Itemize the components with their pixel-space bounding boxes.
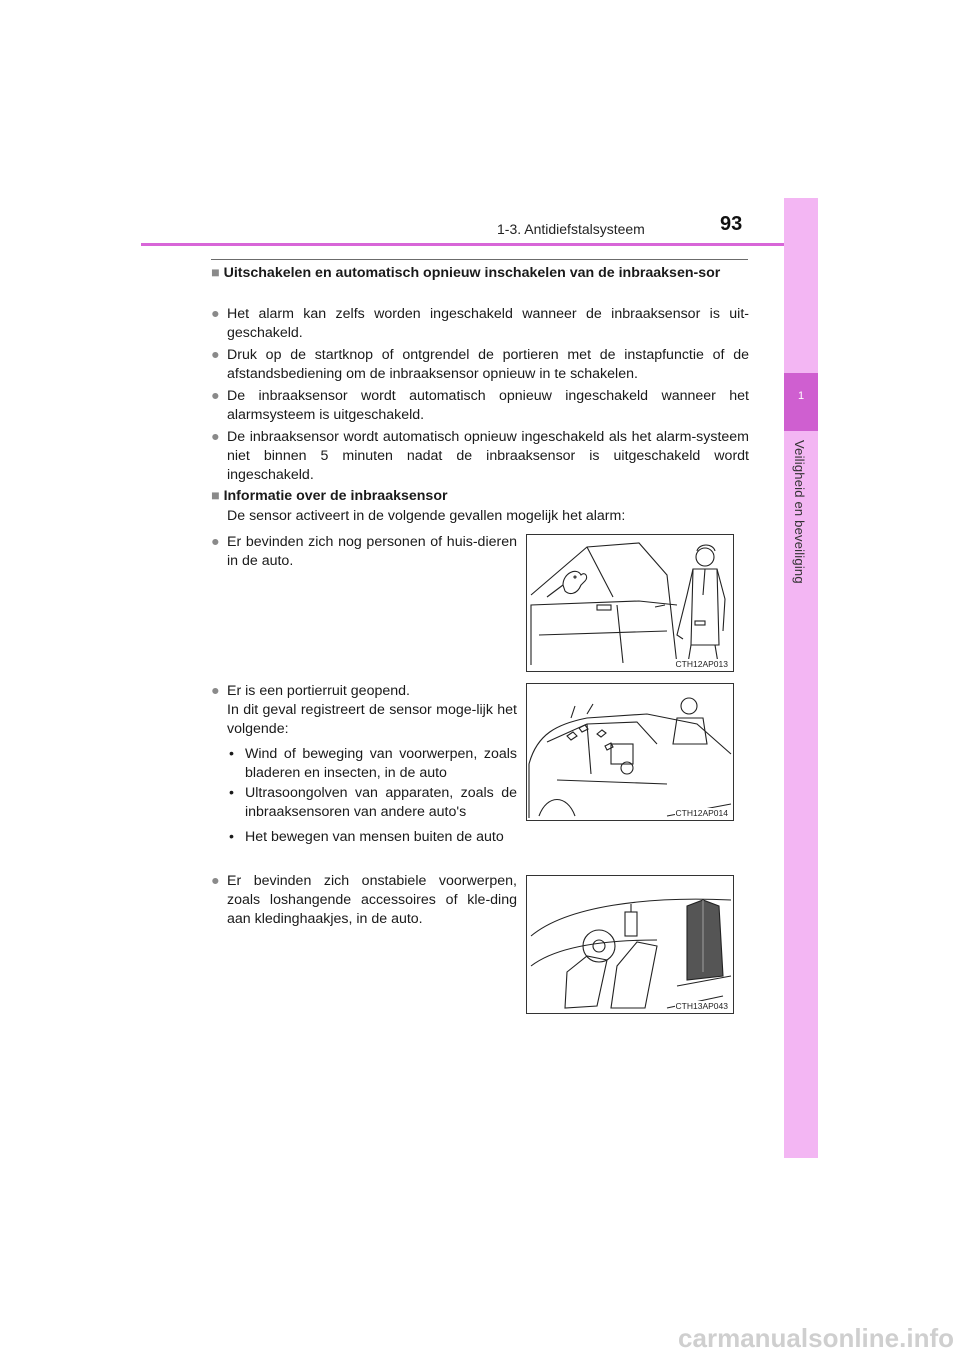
dot-bullet-icon: • — [229, 829, 234, 845]
section-heading: ■ Informatie over de inbraaksensor — [211, 488, 448, 504]
figure-code: CTH12AP014 — [675, 808, 728, 818]
bullet-item: ● Er bevinden zich nog personen of huis-dieren in de auto. — [211, 534, 517, 570]
section-intro: De sensor activeert in de volgende gevallen mogelijk het alarm: — [227, 508, 626, 524]
circle-bullet-icon: ● — [211, 388, 220, 404]
figure-hanging-clothes — [526, 875, 734, 1014]
circle-bullet-icon: ● — [211, 683, 220, 699]
illustration-person-pet — [527, 535, 733, 671]
watermark: carmanualsonline.info — [678, 1323, 954, 1353]
chapter-number: 1 — [797, 390, 805, 402]
circle-bullet-icon: ● — [211, 347, 220, 363]
section-heading: ■ Uitschakelen en automatisch opnieuw inschakelen van de inbraaksen-sor — [211, 265, 721, 281]
bullet-item: ● De inbraaksensor wordt automatisch opnieuw ingeschakeld wanneer het alarmsysteem is uitgeschakeld. — [211, 388, 749, 424]
page-number: 93 — [720, 213, 743, 235]
circle-bullet-icon: ● — [211, 873, 220, 889]
bullet-item: ● Druk op de startknop of ontgrendel de portieren met de instapfunctie of de afstandsbediening om de inbraaksensor opnieuw in te schakelen. — [211, 347, 749, 383]
dot-bullet-icon: • — [229, 746, 234, 762]
circle-bullet-icon: ● — [211, 534, 220, 550]
bullet-detail: In dit geval registreert de sensor moge-lijk het volgende: — [227, 702, 517, 738]
figure-open-window — [526, 683, 734, 821]
chapter-tab-active[interactable] — [784, 373, 818, 431]
bullet-item: ● Er is een portierruit geopend. — [211, 682, 517, 701]
chapter-tab-strip — [784, 198, 818, 1158]
figure-code: CTH12AP013 — [675, 659, 728, 669]
dot-bullet-icon: • — [229, 785, 234, 801]
circle-bullet-icon: ● — [211, 306, 220, 322]
square-bullet-icon: ■ — [211, 488, 220, 504]
illustration-car-interior — [527, 876, 733, 1013]
content-rule — [211, 259, 748, 260]
circle-bullet-icon: ● — [211, 429, 220, 445]
figure-code: CTH13AP043 — [675, 1001, 728, 1011]
bullet-item: ● De inbraaksensor wordt automatisch opnieuw ingeschakeld als het alarm-systeem niet binnen 5 minuten nadat de inbraaksensor is uitgeschakeld wordt ingeschakeld. — [211, 429, 749, 484]
bullet-item: ● Er bevinden zich onstabiele voorwerpen, zoals loshangende accessoires of kle-ding aan kledinghaakjes, in de auto. — [211, 873, 517, 928]
section-title: 1-3. Antidiefstalsysteem — [497, 221, 645, 237]
square-bullet-icon: ■ — [211, 265, 220, 281]
sub-bullet-item: • Wind of beweging van voorwerpen, zoals bladeren en insecten, in de auto — [229, 746, 517, 782]
sub-bullet-item: • Het bewegen van mensen buiten de auto — [227, 828, 517, 847]
figure-person-pet-in-car — [526, 534, 734, 672]
bullet-item: ● Het alarm kan zelfs worden ingeschakeld wanneer de inbraaksensor is uit-geschakeld. — [211, 306, 749, 342]
sub-bullet-item: • Ultrasoongolven van apparaten, zoals de inbraaksensoren van andere auto's — [229, 785, 517, 821]
chapter-title-wrap — [784, 440, 818, 620]
illustration-open-window — [527, 684, 733, 820]
header-rule — [141, 243, 818, 246]
chapter-title: Veiligheid en beveiliging — [792, 440, 807, 584]
